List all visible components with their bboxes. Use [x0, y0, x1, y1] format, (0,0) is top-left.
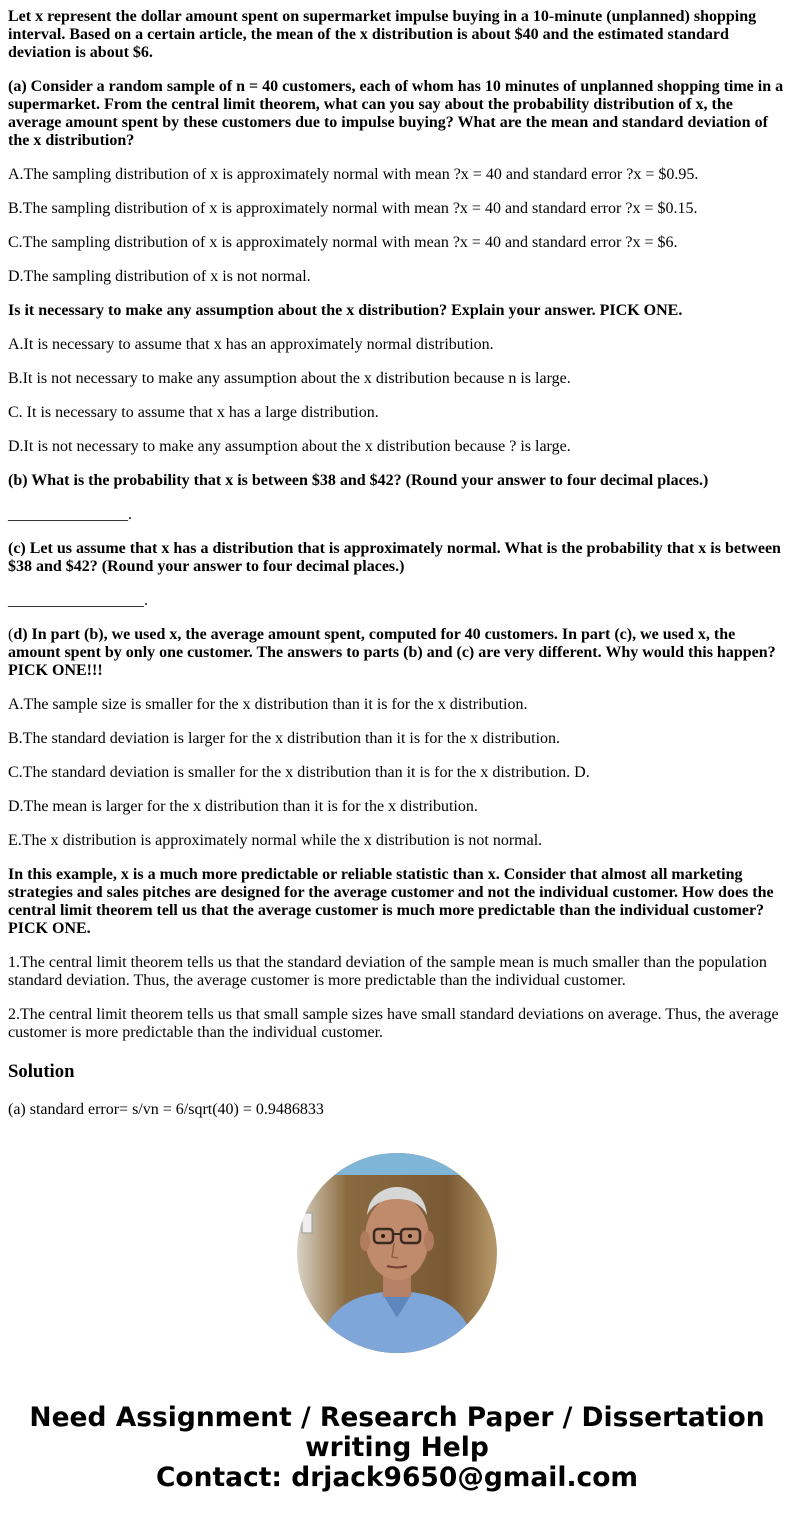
part-d-option-e: E.The x distribution is approximately normal while the x distribution is not normal.	[8, 832, 543, 849]
solution-heading: Solution	[8, 1061, 75, 1082]
part-a-option-d: D.The sampling distribution of x is not normal.	[8, 268, 311, 285]
banner-contact-email: Contact: drjack9650@gmail.com	[155, 1462, 639, 1493]
part-d-option-d: D.The mean is larger for the x distribution than it is for the x distribution.	[8, 798, 478, 815]
assumption-option-c: C. It is necessary to assume that x has a large distribution.	[8, 404, 379, 421]
intro-paragraph: Let x represent the dollar amount spent on supermarket impulse buying in a 10-minute (unplanned) shopping interval. Based on a certain article, the mean of the x distribution is about $40 and the estimated standard deviation is about $6.	[8, 8, 757, 61]
part-c-answer-blank: _________________.	[8, 592, 148, 609]
part-c-question: (c) Let us assume that x has a distribution that is approximately normal. What is the probability that x is between $38 and $42? (Round your answer to four decimal places.)	[8, 540, 781, 575]
part-d-option-a: A.The sample size is smaller for the x distribution than it is for the x distribution.	[8, 696, 528, 713]
clt-question: In this example, x is a much more predictable or reliable statistic than x. Consider that almost all marketing strategies and sales pitches are designed for the average customer and not the individual customer. How does the central limit theorem tell us that the average customer is much more predictable than the individual customer? PICK ONE.	[8, 866, 774, 937]
banner-line-1: Need Assignment / Research Paper / Dissertation	[29, 1402, 765, 1433]
assumption-option-b: B.It is not necessary to make any assumption about the x distribution because n is large.	[8, 370, 571, 387]
part-a-option-c: C.The sampling distribution of x is approximately normal with mean ?x = 40 and standard error ?x = $6.	[8, 234, 678, 251]
contact-banner	[0, 1403, 794, 1493]
part-a-question: (a) Consider a random sample of n = 40 customers, each of whom has 10 minutes of unplanned shopping time in a supermarket. From the central limit theorem, what can you say about the probability distribution of x, the average amount spent by these customers due to impulse buying? What are the mean and standard deviation of the x distribution?	[8, 78, 784, 149]
clt-option-2: 2.The central limit theorem tells us that small sample sizes have small standard deviations on average. Thus, the average customer is more predictable than the individual customer.	[8, 1006, 779, 1041]
clt-option-1: 1.The central limit theorem tells us that the standard deviation of the sample mean is much smaller than the population standard deviation. Thus, the average customer is more predictable than the individual customer.	[8, 954, 767, 989]
assumption-option-a: A.It is necessary to assume that x has an approximately normal distribution.	[8, 336, 494, 353]
solution-line: (a) standard error= s/vn = 6/sqrt(40) = 0.9486833	[8, 1101, 324, 1118]
part-a-option-b: B.The sampling distribution of x is approximately normal with mean ?x = 40 and standard error ?x = $0.15.	[8, 200, 698, 217]
part-d-open-paren: (	[8, 626, 14, 643]
part-a-option-a: A.The sampling distribution of x is approximately normal with mean ?x = 40 and standard error ?x = $0.95.	[8, 166, 699, 183]
part-d-option-c: C.The standard deviation is smaller for the x distribution than it is for the x distribution. D.	[8, 764, 590, 781]
part-d-question	[8, 626, 786, 680]
portrait-illustration	[297, 1153, 497, 1353]
part-d-option-b: B.The standard deviation is larger for the x distribution than it is for the x distribution.	[8, 730, 561, 747]
banner-line-2: writing Help	[305, 1432, 489, 1463]
part-b-answer-blank: _______________.	[8, 506, 132, 523]
assumption-question: Is it necessary to make any assumption about the x distribution? Explain your answer. PICK ONE.	[8, 302, 683, 319]
part-d-question-text: d) In part (b), we used x, the average amount spent, computed for 40 customers. In part (c), we used x, the amount spent by only one customer. The answers to parts (b) and (c) are very different. Why would this happen? PICK ONE!!!	[8, 626, 776, 679]
author-photo	[297, 1153, 497, 1353]
assumption-option-d: D.It is not necessary to make any assumption about the x distribution because ? is large.	[8, 438, 571, 455]
part-b-question: (b) What is the probability that x is between $38 and $42? (Round your answer to four decimal places.)	[8, 472, 709, 489]
